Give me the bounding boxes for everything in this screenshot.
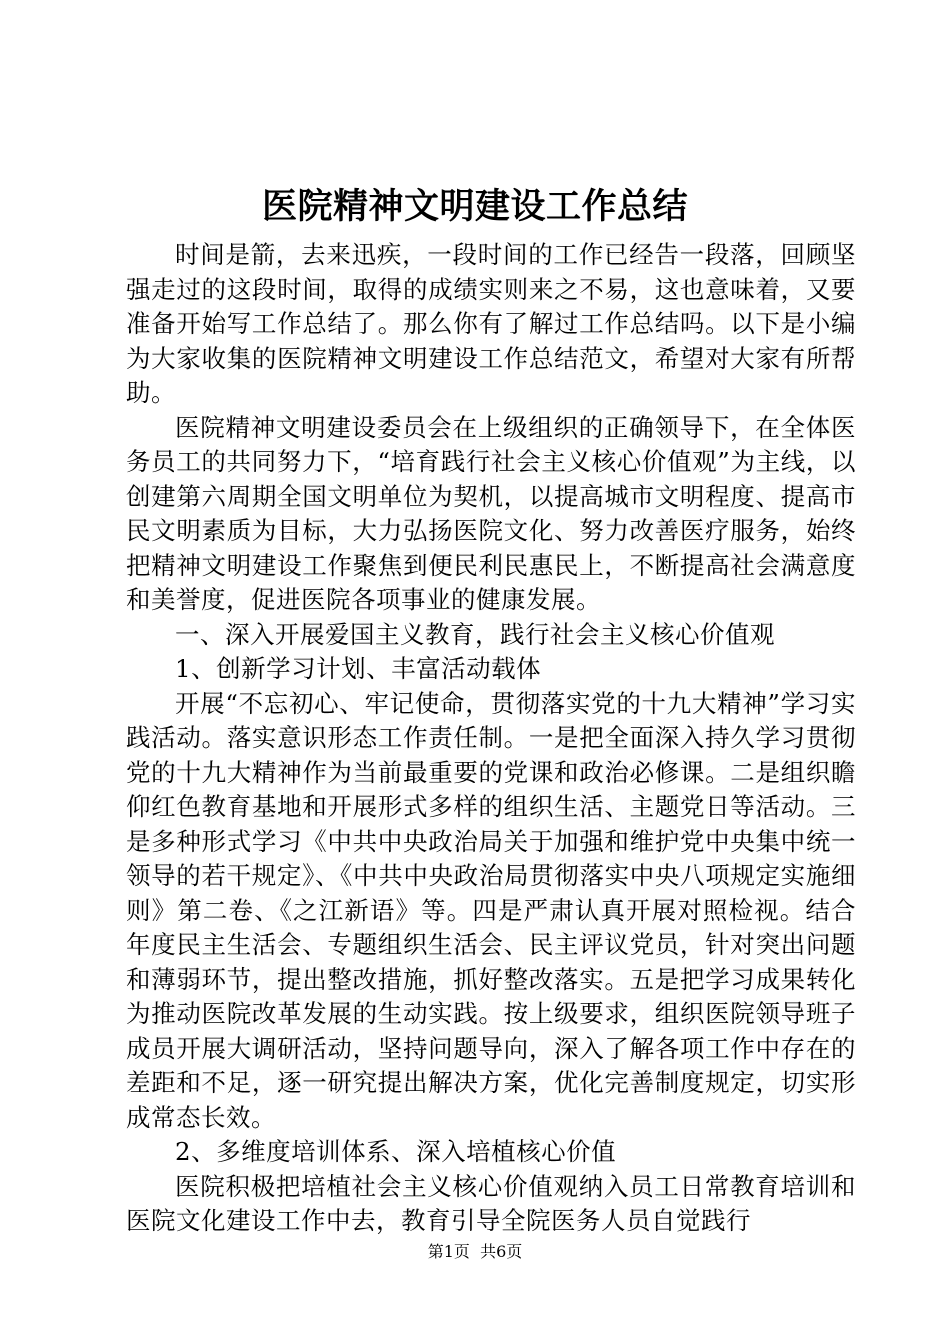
page-total: 共6页: [480, 1242, 523, 1261]
page-number: 第1页: [427, 1242, 470, 1261]
page-footer: [0, 1240, 950, 1264]
document-title: 医院精神文明建设工作总结: [261, 186, 688, 227]
document-body: [126, 238, 856, 1239]
paragraph-study-activities: 开展“不忘初心、牢记使命，贯彻落实党的十九大精神”学习实践活动。落实意识形态工作责任制。一是把全面深入持久学习贯彻党的十九大精神作为当前最重要的党课和政治必修课。二是组织瞻仰红色教育基地和开展形式多样的组织生活、主题党日等活动。三是多种形式学习《中共中央政治局关于加强和维护党中央集中统一领导的若干规定》、《中共中央政治局贯彻落实中央八项规定实施细则》第二卷、《之江新语》等。四是严肃认真开展对照检视。结合年度民主生活会、专题组织生活会、民主评议党员，针对突出问题和薄弱环节，提出整改措施，抓好整改落实。五是把学习成果转化为推动医院改革发展的生动实践。按上级要求，组织医院领导班子成员开展大调研活动，坚持问题导向，深入了解各项工作中存在的差距和不足，逐一研究提出解决方案，优化完善制度规定，切实形成常态长效。: [126, 688, 856, 1132]
subsection-heading-2: 2、多维度培训体系、深入培植核心价值: [175, 1137, 617, 1166]
paragraph-overview: 医院精神文明建设委员会在上级组织的正确领导下，在全体医务员工的共同努力下，“培育践行社会主义核心价值观”为主线，以创建第六周期全国文明单位为契机，以提高城市文明程度、提高市民文明素质为目标，大力弘扬医院文化、努力改善医疗服务，始终把精神文明建设工作聚焦到便民利民惠民上，不断提高社会满意度和美誉度，促进医院各项事业的健康发展。: [126, 412, 856, 614]
paragraph-training: 医院积极把培植社会主义核心价值观纳入员工日常教育培训和医院文化建设工作中去，教育引导全院医务人员自觉践行: [126, 1171, 856, 1235]
section-heading-1: 一、深入开展爱国主义教育，践行社会主义核心价值观: [175, 619, 775, 649]
subsection-heading-1: 1、创新学习计划、丰富活动载体: [175, 654, 542, 683]
paragraph-intro: 时间是箭，去来迅疾，一段时间的工作已经告一段落，回顾坚强走过的这段时间，取得的成绩实则来之不易，这也意味着，又要准备开始写工作总结了。那么你有了解过工作总结吗。以下是小编为大家收集的医院精神文明建设工作总结范文，希望对大家有所帮助。: [126, 240, 856, 407]
